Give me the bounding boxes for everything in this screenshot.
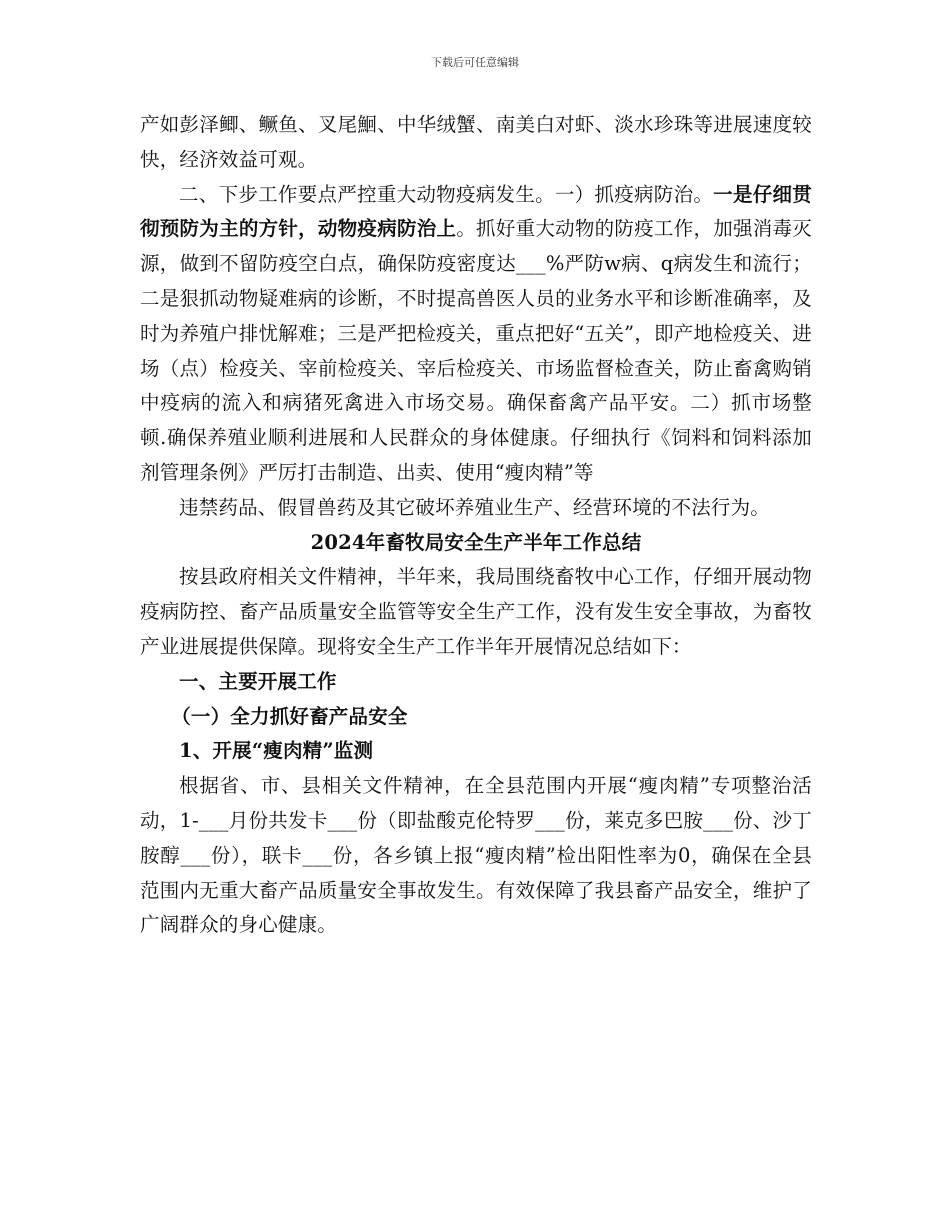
paragraph-5: 根据省、市、县相关文件精神，在全县范围内开展“瘦肉精”专项整治活动，1-___月份共发卡___份（即盐酸克伦特罗___份，莱克多巴胺___份、沙丁胺醇___份），联卡___份，各乡镇上报“瘦肉精”检出阳性率为0，确保在全县范围内无重大畜产品质量安全事故发生。有效保障了我县畜产品安全，维护了广阔群众的身心健康。 — [140, 774, 812, 937]
paragraph-2-lead: 二、下步工作要点严控重大动物疫病发生。一）抓疫病防治。 — [179, 182, 714, 206]
paragraph-2 — [140, 178, 812, 491]
paragraph-1: 产如彭泽鲫、鳜鱼、叉尾鮰、中华绒蟹、南美白对虾、淡水珍珠等进展速度较快，经济效益可观。 — [140, 113, 812, 171]
document-title: 2024年畜牧局安全生产半年工作总结 — [310, 530, 642, 554]
paragraph-3: 违禁药品、假冒兽药及其它破坏养殖业生产、经营环境的不法行为。 — [179, 495, 771, 519]
heading-main-work: 一、主要开展工作 — [179, 669, 337, 693]
heading-product-safety: （一）全力抓好畜产品安全 — [171, 704, 408, 728]
paragraph-2-rest: 。抓好重大动物的防疫工作，加强消毒灭源，做到不留防疫空白点，确保防疫密度达___%严防w病、q病发生和流行；二是狠抓动物疑难病的诊断，不时提高兽医人员的业务水平和诊断准确率，及时为养殖户排忧解难；三是严把检疫关，重点把好“五关”，即产地检疫关、进场（点）检疫关、宰前检疫关、宰后检疫关、市场监督检查关，防止畜禽购销中疫病的流入和病猪死禽进入市场交易。确保畜禽产品平安。二）抓市场整顿.确保养殖业顺利进展和人民群众的身体健康。仔细执行《饲料和饲料添加剂管理条例》严厉打击制造、出卖、使用“瘦肉精”等 — [140, 217, 812, 484]
header-note: 下载后可任意编辑 — [431, 56, 519, 69]
paragraph-4: 按县政府相关文件精神，半年来，我局围绕畜牧中心工作，仔细开展动物疫病防控、畜产品质量安全监管等安全生产工作，没有发生安全事故，为畜牧产业进展提供保障。现将安全生产工作半年开展情况总结如下： — [140, 565, 812, 658]
paragraph-2-bold: 一是仔细贯彻预防为主的方针，动物疫病防治上 — [140, 182, 812, 241]
document-body — [140, 108, 812, 943]
heading-monitoring: 1、开展“瘦肉精”监测 — [179, 739, 374, 763]
